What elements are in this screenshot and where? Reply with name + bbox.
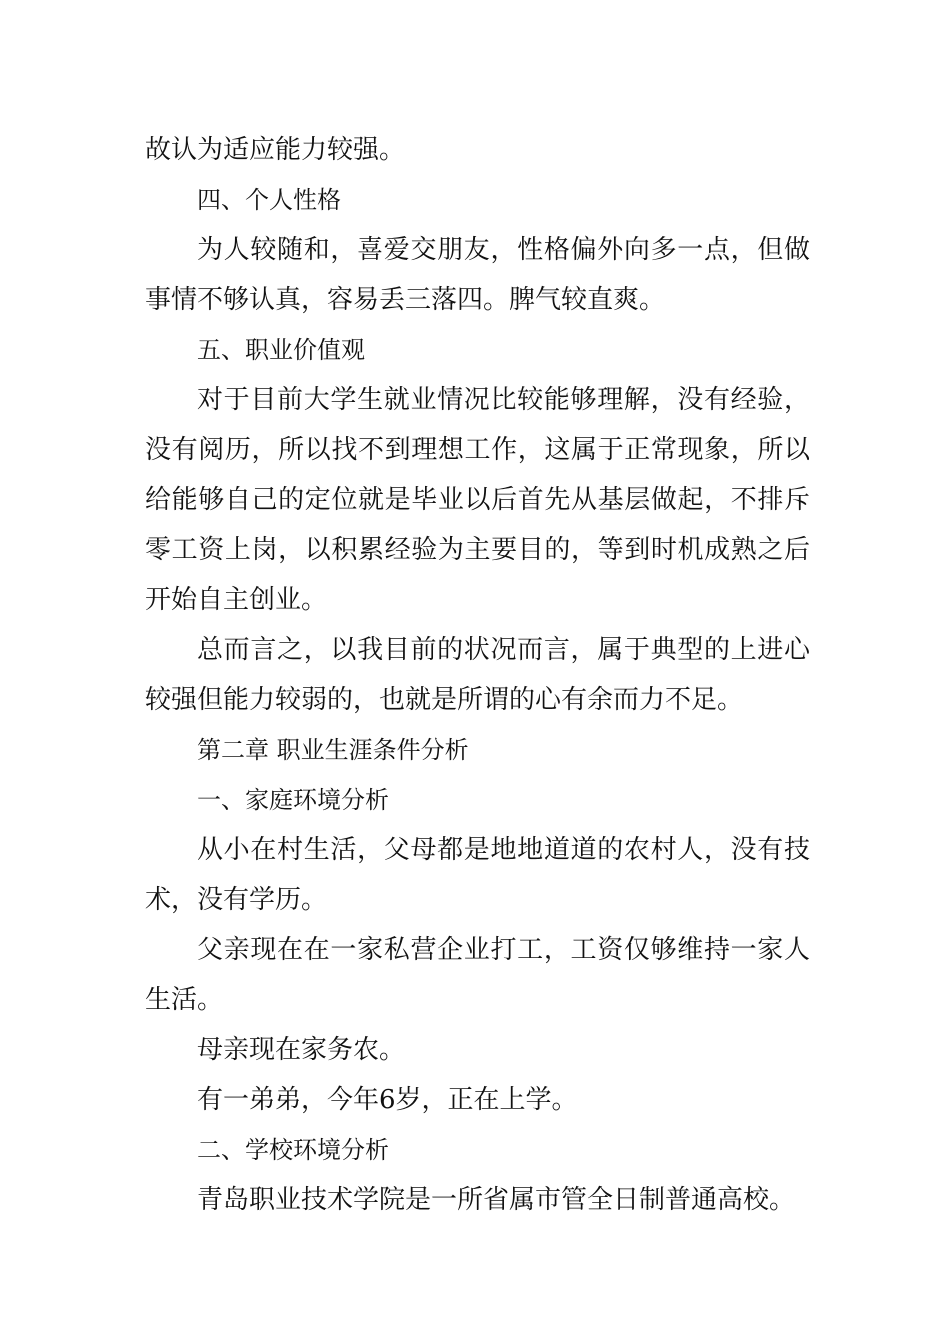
chapter-heading: 第二章 职业生涯条件分析 bbox=[197, 736, 469, 764]
paragraph-line: 父亲现在在一家私营企业打工，工资仅够维持一家人 bbox=[197, 935, 810, 965]
section-heading-values: 五、职业价值观 bbox=[197, 336, 365, 364]
section-heading-family: 一、家庭环境分析 bbox=[197, 786, 389, 814]
paragraph-line: 总而言之，以我目前的状况而言，属于典型的上进心 bbox=[197, 635, 810, 665]
paragraph-line: 事情不够认真，容易丢三落四。脾气较直爽。 bbox=[145, 285, 666, 315]
paragraph-line: 故认为适应能力较强。 bbox=[145, 135, 406, 165]
paragraph-line: 生活。 bbox=[145, 985, 224, 1015]
paragraph-line: 术，没有学历。 bbox=[145, 885, 328, 915]
paragraph-line: 青岛职业技术学院是一所省属市管全日制普通高校。 bbox=[197, 1185, 796, 1215]
paragraph-line: 为人较随和，喜爱交朋友，性格偏外向多一点，但做 bbox=[197, 235, 810, 265]
section-heading-personality: 四、个人性格 bbox=[197, 186, 341, 214]
section-heading-school: 二、学校环境分析 bbox=[197, 1136, 389, 1164]
paragraph-line: 有一弟弟，今年6岁，正在上学。 bbox=[197, 1085, 578, 1115]
paragraph-line: 从小在村生活，父母都是地地道道的农村人，没有技 bbox=[197, 835, 810, 865]
paragraph-line: 对于目前大学生就业情况比较能够理解，没有经验， bbox=[197, 385, 810, 415]
paragraph-line: 没有阅历，所以找不到理想工作，这属于正常现象，所以 bbox=[145, 435, 810, 465]
paragraph-line: 较强但能力较弱的，也就是所谓的心有余而力不足。 bbox=[145, 685, 744, 715]
paragraph-line: 开始自主创业。 bbox=[145, 585, 328, 615]
paragraph-line: 给能够自己的定位就是毕业以后首先从基层做起，不排斥 bbox=[145, 485, 810, 515]
paragraph-line: 母亲现在家务农。 bbox=[197, 1035, 406, 1065]
paragraph-line: 零工资上岗，以积累经验为主要目的，等到时机成熟之后 bbox=[145, 535, 810, 565]
